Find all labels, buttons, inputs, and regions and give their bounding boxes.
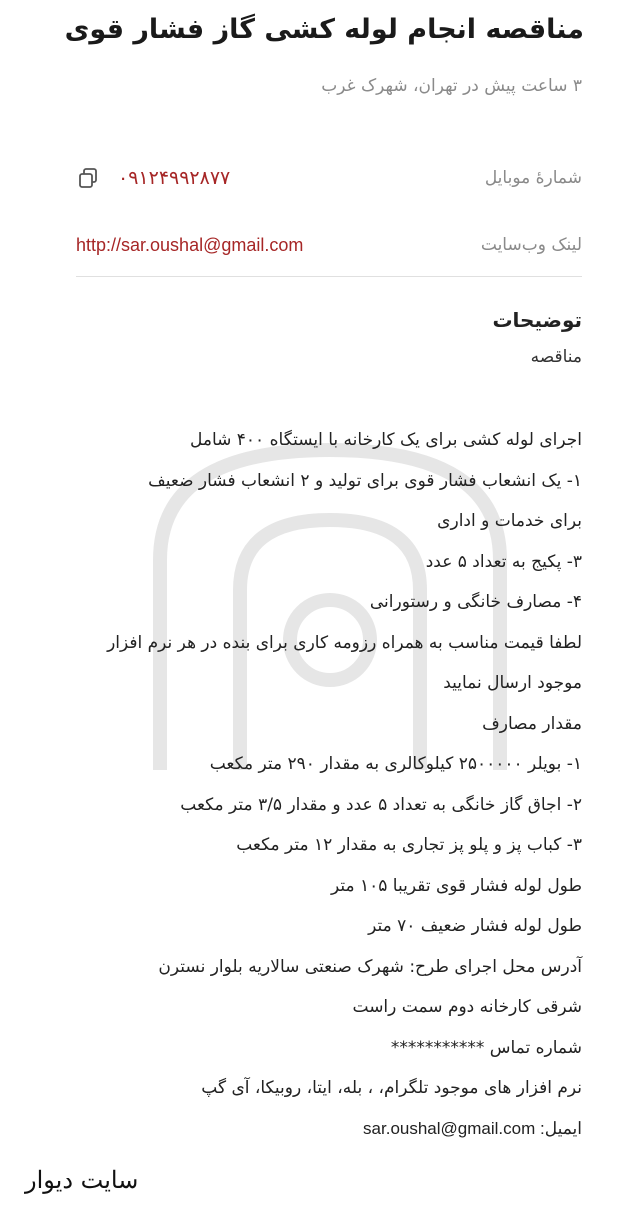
description-line: نرم افزار های موجود تلگرام، ، بله، ایتا، روبیکا، آی گپ [201,1078,582,1098]
divider [76,276,582,277]
website-row [76,227,582,263]
description-line: ۴- مصارف خانگی و رستورانی [369,592,582,612]
description-body [62,425,582,1154]
description-line: اجرای لوله کشی برای یک کارخانه با ایستگاه ۴۰۰ شامل [189,430,582,450]
mobile-label: شمارهٔ موبایل [484,168,582,188]
description-line: ۳- پکیج به تعداد ۵ عدد [425,551,582,572]
description-line: برای خدمات و اداری [437,511,582,531]
website-label: لینک وب‌سایت [480,235,582,255]
description-line: ۳- کباب پز و پلو پز تجاری به مقدار ۱۲ متر مکعب [236,835,582,855]
website-link[interactable]: http://sar.oushal@gmail.com [76,234,304,255]
description-line: طول لوله فشار قوی تقریبا ۱۰۵ متر [330,875,582,896]
description-line: ایمیل: sar.oushal@gmail.com [363,1118,582,1138]
mobile-row [76,160,582,196]
listing-title: مناقصه انجام لوله کشی گاز فشار قوی [64,14,584,45]
listing-subtitle: ۳ ساعت پیش در تهران، شهرک غرب [321,76,582,96]
description-line: شماره تماس *********** [390,1037,582,1058]
description-line: لطفا قیمت مناسب به همراه رزومه کاری برای بنده در هر نرم افزار [107,632,582,653]
copy-icon[interactable] [76,166,100,190]
footer-source: سایت دیوار [25,1166,139,1194]
description-line: ۱- بویلر ۲۵۰۰۰۰۰ کیلوکالری به مقدار ۲۹۰ متر مکعب [209,754,582,774]
mobile-value-group [76,166,230,190]
description-line: طول لوله فشار ضعیف ۷۰ متر [368,916,582,936]
mobile-number[interactable]: ۰۹۱۲۴۹۹۲۸۷۷ [118,167,231,189]
description-line: شرقی کارخانه دوم سمت راست [352,997,582,1017]
description-line: آدرس محل اجرای طرح: شهرک صنعتی سالاریه بلوار نسترن [158,956,582,977]
description-line: مقدار مصارف [482,713,582,734]
description-line: ۲- اجاق گاز خانگی به تعداد ۵ عدد و مقدار ۳/۵ متر مکعب [180,794,582,815]
description-line: موجود ارسال نمایید [443,673,582,693]
description-type: مناقصه [530,347,582,367]
description-line: ۱- یک انشعاب فشار قوی برای تولید و ۲ انشعاب فشار ضعیف [148,470,582,491]
description-heading: توضیحات [492,308,582,332]
